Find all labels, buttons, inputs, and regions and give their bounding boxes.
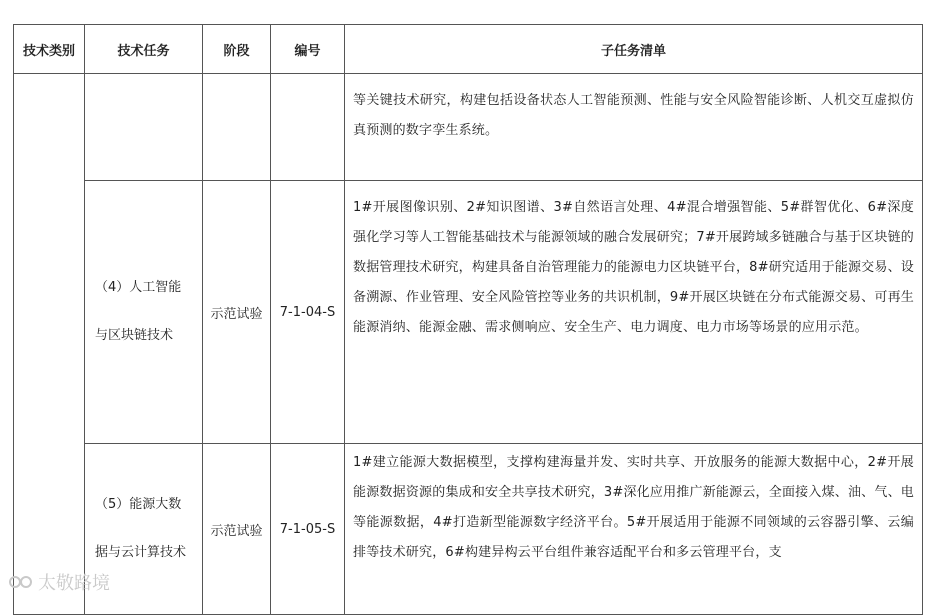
code-cell: 7-1-04-S bbox=[271, 181, 345, 444]
task-cell: （5）能源大数据与云计算技术 bbox=[85, 444, 203, 615]
header-stage: 阶段 bbox=[203, 25, 271, 74]
watermark-text: 太敬路境 bbox=[38, 573, 110, 594]
table-row bbox=[14, 444, 923, 615]
category-cell bbox=[14, 74, 85, 615]
stage-cell bbox=[203, 74, 271, 181]
subtasks-text: 等关键技术研究，构建包括设备状态人工智能预测、性能与安全风险智能诊断、人机交互虚拟仿真预测的数字孪生系统。 bbox=[353, 93, 914, 138]
table-header-row bbox=[14, 25, 923, 74]
subtasks-cell bbox=[345, 74, 923, 181]
table-row bbox=[14, 74, 923, 181]
subtasks-cell bbox=[345, 181, 923, 444]
task-table bbox=[13, 24, 923, 615]
watermark bbox=[8, 569, 110, 595]
header-task: 技术任务 bbox=[85, 25, 203, 74]
code-cell: 7-1-05-S bbox=[271, 444, 345, 615]
stage-cell: 示范试验 bbox=[203, 181, 271, 444]
subtasks-text: 1#建立能源大数据模型，支撑构建海量并发、实时共享、开放服务的能源大数据中心，2#开展能源数据资源的集成和安全共享技术研究，3#深化应用推广新能源云，全面接入煤、油、气、电等能源数据，4#打造新型能源数字经济平台。5#开展适用于能源不同领域的云容器引擎、云编排等技术研究，6#构建异构云平台组件兼容适配平台和多云管理平台，支 bbox=[353, 455, 914, 560]
table-row bbox=[14, 181, 923, 444]
header-subtasks: 子任务清单 bbox=[345, 25, 923, 74]
header-code: 编号 bbox=[271, 25, 345, 74]
header-category: 技术类别 bbox=[14, 25, 85, 74]
task-cell: （4）人工智能与区块链技术 bbox=[85, 181, 203, 444]
stage-cell: 示范试验 bbox=[203, 444, 271, 615]
code-cell bbox=[271, 74, 345, 181]
watermark-logo-icon bbox=[8, 572, 34, 592]
subtasks-text: 1#开展图像识别、2#知识图谱、3#自然语言处理、4#混合增强智能、5#群智优化、6#深度强化学习等人工智能基础技术与能源领域的融合发展研究；7#开展跨域多链融合与基于区块链的数据管理技术研究，构建具备自治管理能力的能源电力区块链平台，8#研究适用于能源交易、设备溯源、作业管理、安全风险管控等业务的共识机制，9#开展区块链在分布式能源交易、可再生能源消纳、能源金融、需求侧响应、安全生产、电力调度、电力市场等场景的应用示范。 bbox=[353, 200, 914, 335]
task-cell bbox=[85, 74, 203, 181]
subtasks-cell bbox=[345, 444, 923, 615]
